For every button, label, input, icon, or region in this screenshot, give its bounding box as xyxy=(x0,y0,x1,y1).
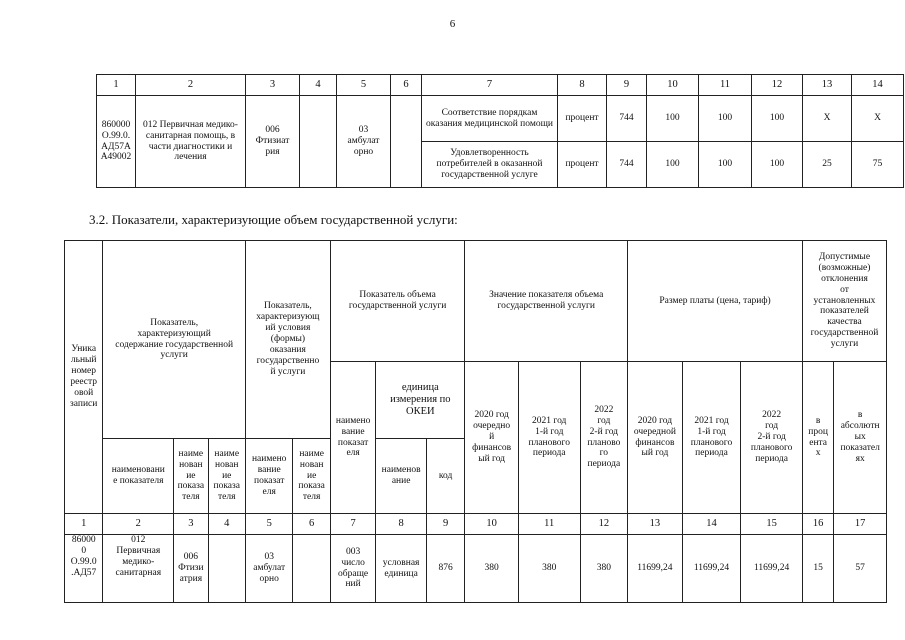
value-2021-cell: 380 xyxy=(518,535,580,603)
deviation-percent-cell: 15 xyxy=(802,535,833,603)
empty-cell xyxy=(391,96,422,188)
column-number: 10 xyxy=(647,75,699,96)
indicator-name-cell: Удовлетворенность потребителей в оказанной государственной услуге xyxy=(422,142,558,188)
page-number: 6 xyxy=(449,18,456,30)
column-number: 4 xyxy=(300,75,337,96)
column-number: 9 xyxy=(426,514,464,535)
unit-cell: условная единица xyxy=(376,535,427,603)
fee-2022-header: 2022 год 2-й год планового периода xyxy=(741,362,803,514)
content-indicator-header: Показатель, характеризующий содержание государственной услуги xyxy=(103,241,246,439)
in-percent-header: в проц ента х xyxy=(802,362,833,514)
code-cell: 744 xyxy=(607,96,647,142)
okei-name-header: наименов ание xyxy=(376,439,427,514)
header-row xyxy=(65,241,887,362)
code-cell: 744 xyxy=(607,142,647,188)
okei-unit-header: единица измерения по ОКЕИ xyxy=(376,362,465,439)
column-number: 12 xyxy=(752,75,803,96)
value-2020-cell: 100 xyxy=(647,142,699,188)
deviation-absolute-cell: Х xyxy=(852,96,904,142)
registry-number-cell: 860000 О.99.0. АД57А А49002 xyxy=(97,96,136,188)
deviation-percent-cell: Х xyxy=(803,96,852,142)
table-header-row xyxy=(97,75,904,96)
column-number: 3 xyxy=(174,514,208,535)
column-number: 10 xyxy=(465,514,519,535)
column-number: 16 xyxy=(802,514,833,535)
unique-number-header: Уника льный номер реестр овой записи xyxy=(65,241,103,514)
column-number: 7 xyxy=(422,75,558,96)
indicator-name-cell: 003 число обраще ний xyxy=(330,535,375,603)
unit-cell: процент xyxy=(558,142,607,188)
conditions-indicator-header: Показатель, характеризующ ий условия (формы) оказания государственно й услуги xyxy=(245,241,330,439)
form-cell: 03 амбулат орно xyxy=(245,535,293,603)
deviation-percent-cell: 25 xyxy=(803,142,852,188)
year-2020-header: 2020 год очередно й финансов ый год xyxy=(465,362,519,514)
year-2022-header: 2022 год 2-й год планово го периода xyxy=(580,362,628,514)
fee-2021-cell: 11699,24 xyxy=(682,535,741,603)
deviation-absolute-cell: 75 xyxy=(852,142,904,188)
column-number: 17 xyxy=(834,514,887,535)
fee-2021-header: 2021 год 1-й год планового периода xyxy=(682,362,741,514)
deviation-absolute-cell: 57 xyxy=(834,535,887,603)
value-2022-cell: 100 xyxy=(752,96,803,142)
fee-2020-cell: 11699,24 xyxy=(628,535,683,603)
value-2021-cell: 100 xyxy=(699,142,752,188)
column-number: 5 xyxy=(245,514,293,535)
condition-cell: 006 Фтизиат рия xyxy=(246,96,300,188)
column-number: 5 xyxy=(337,75,391,96)
column-number: 15 xyxy=(741,514,803,535)
column-number: 4 xyxy=(208,514,245,535)
column-number: 6 xyxy=(293,514,330,535)
code-cell: 876 xyxy=(426,535,464,603)
unit-cell: процент xyxy=(558,96,607,142)
content-name-header: наиме нован ие показа теля xyxy=(174,439,208,514)
column-number: 1 xyxy=(65,514,103,535)
value-2022-cell: 100 xyxy=(752,142,803,188)
content-name-header: наиме нован ие показа теля xyxy=(208,439,245,514)
column-number: 6 xyxy=(391,75,422,96)
column-number: 13 xyxy=(628,514,683,535)
condition-name-header: наимено вание показат еля xyxy=(245,439,293,514)
condition-cell: 006 Фтизи атрия xyxy=(174,535,208,603)
empty-cell xyxy=(208,535,245,603)
column-number: 9 xyxy=(607,75,647,96)
content-name-header: наименовани е показателя xyxy=(103,439,174,514)
quality-indicators-table xyxy=(96,74,904,188)
service-name-cell: 012 Первичная медико-санитарная помощь, в части диагностики и лечения xyxy=(136,96,246,188)
in-absolute-header: в абсолютн ых показател ях xyxy=(834,362,887,514)
table-row xyxy=(97,96,904,142)
empty-cell xyxy=(293,535,330,603)
column-number: 1 xyxy=(97,75,136,96)
value-2020-cell: 380 xyxy=(465,535,519,603)
column-number: 12 xyxy=(580,514,628,535)
column-number: 14 xyxy=(682,514,741,535)
indicator-name-header: наимено вание показат еля xyxy=(330,362,375,514)
okei-code-header: код xyxy=(426,439,464,514)
column-number: 11 xyxy=(699,75,752,96)
column-number: 8 xyxy=(376,514,427,535)
volume-indicators-table xyxy=(64,240,887,603)
table-row xyxy=(65,535,887,603)
column-numbers-row xyxy=(65,514,887,535)
value-2020-cell: 100 xyxy=(647,96,699,142)
deviations-header: Допустимые (возможные) отклонения от установленных показателей качества государственной услуги xyxy=(802,241,886,362)
condition-name-header: наиме нован ие показа теля xyxy=(293,439,330,514)
fee-2020-header: 2020 год очередной финансов ый год xyxy=(628,362,683,514)
fee-header: Размер платы (цена, тариф) xyxy=(628,241,803,362)
volume-value-header: Значение показателя объема государственной услуги xyxy=(465,241,628,362)
column-number: 7 xyxy=(330,514,375,535)
section-heading: 3.2. Показатели, характеризующие объем государственной услуги: xyxy=(89,212,458,227)
column-number: 3 xyxy=(246,75,300,96)
fee-2022-cell: 11699,24 xyxy=(741,535,803,603)
service-name-cell: 012 Первичная медико- санитарная xyxy=(103,535,174,603)
year-2021-header: 2021 год 1-й год планового периода xyxy=(518,362,580,514)
value-2022-cell: 380 xyxy=(580,535,628,603)
column-number: 8 xyxy=(558,75,607,96)
column-number: 14 xyxy=(852,75,904,96)
indicator-name-cell: Соответствие порядкам оказания медицинской помощи xyxy=(422,96,558,142)
form-cell: 03 амбулат орно xyxy=(337,96,391,188)
volume-indicator-header: Показатель объема государственной услуги xyxy=(330,241,464,362)
column-number: 11 xyxy=(518,514,580,535)
column-number: 2 xyxy=(103,514,174,535)
column-number: 13 xyxy=(803,75,852,96)
registry-number-cell: 86000 0 О.99.0 .АД57 xyxy=(65,535,103,603)
empty-cell xyxy=(300,96,337,188)
value-2021-cell: 100 xyxy=(699,96,752,142)
column-number: 2 xyxy=(136,75,246,96)
